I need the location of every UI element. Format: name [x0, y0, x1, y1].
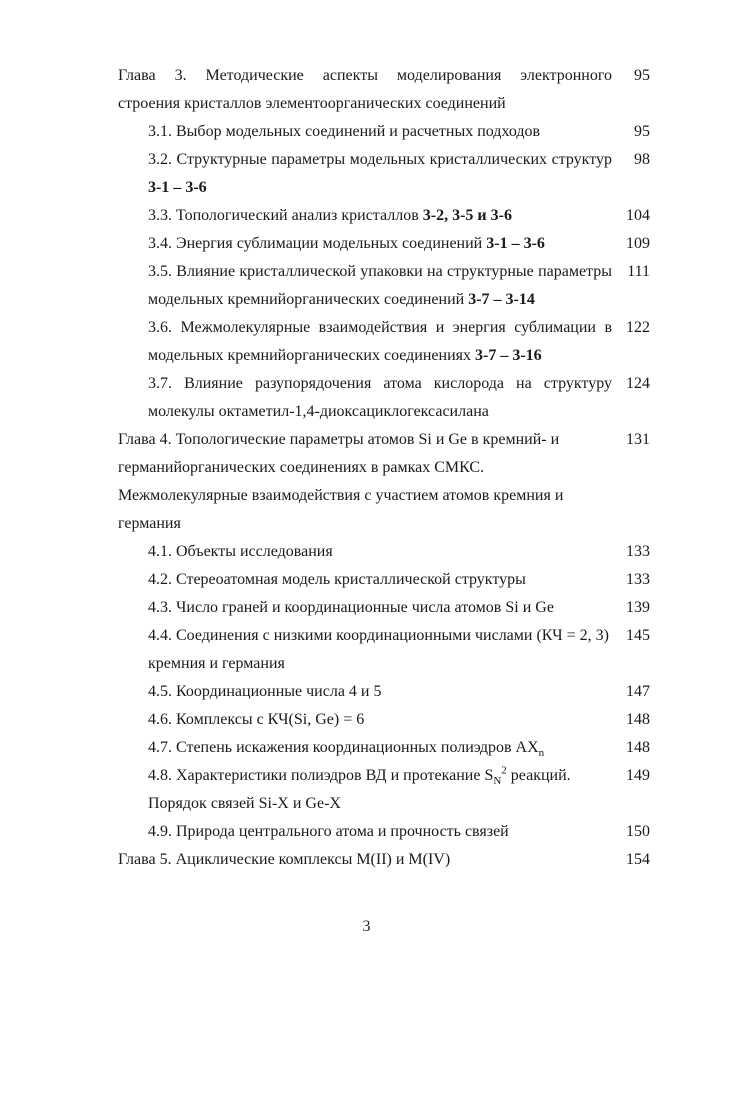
toc-entry-3-6 [118, 314, 650, 370]
toc-page-number: 104 [626, 207, 650, 224]
page-number: 3 [362, 918, 371, 935]
toc-entry-text: 4.7. Степень искажения координационных полиэдров $AX_n$ [148, 739, 545, 760]
toc-entry-text: 3.5. Влияние кристаллической упаковки на структурные параметры модельных кремнийорганических соединений 3-7 – 3-14 [148, 263, 612, 308]
toc-page-number: 133 [626, 543, 650, 560]
toc-entry-text: 4.6. Комплексы с КЧ(Si, Ge) = 6 [148, 711, 365, 728]
toc-entry-4-3 [118, 594, 650, 622]
table-of-contents [118, 62, 650, 874]
toc-entry-text: 3.4. Энергия сублимации модельных соединений 3-1 – 3-6 [148, 235, 545, 252]
toc-entry-text: 3.2. Структурные параметры модельных кристаллических структур 3-1 – 3-6 [148, 151, 612, 196]
toc-page-number: 98 [634, 151, 650, 168]
toc-entry-4-5 [118, 678, 650, 706]
toc-entry-text: Глава 4. Топологические параметры атомов Si и Ge в кремний- и германийорганических соединениях в рамках СМКС. Межмолекулярные взаимодействия с участием атомов кремния и германия [118, 431, 564, 532]
toc-entry-text: Глава 3. Методические аспекты моделирования электронного строения кристаллов элементоорганических соединений [118, 67, 612, 112]
toc-entry-text: Глава 5. Ациклические комплексы M(II) и M(IV) [118, 851, 451, 868]
toc-entry-3-5 [118, 258, 650, 314]
toc-entry-text: 3.1. Выбор модельных соединений и расчетных подходов [148, 123, 541, 140]
toc-entry-3-3 [118, 202, 650, 230]
toc-page-number: 149 [626, 767, 650, 784]
toc-entry-3-1 [118, 118, 650, 146]
toc-page-number: 111 [627, 263, 650, 280]
toc-entry-4-8 [118, 762, 650, 818]
toc-entry-text: 3.6. Межмолекулярные взаимодействия и энергия сублимации в модельных кремнийорганических соединениях 3-7 – 3-16 [148, 319, 612, 364]
toc-entry-text: 4.4. Соединения с низкими координационными числами (КЧ = 2, 3) кремния и германия [148, 627, 610, 672]
toc-entry-text: 4.5. Координационные числа 4 и 5 [148, 683, 382, 700]
toc-entry-4-7 [118, 734, 650, 762]
toc-entry-3-2 [118, 146, 650, 202]
toc-page-number: 148 [626, 739, 650, 756]
toc-page-number: 139 [626, 599, 650, 616]
toc-entry-3-7 [118, 370, 650, 426]
toc-entry-text: 3.7. Влияние разупорядочения атома кислорода на структуру молекулы октаметил-1,4-диоксациклогексасилана [148, 375, 612, 420]
toc-entry-4-1 [118, 538, 650, 566]
toc-entry-3-4 [118, 230, 650, 258]
toc-entry-text: 4.9. Природа центрального атома и прочность связей [148, 823, 509, 840]
toc-page-number: 95 [634, 123, 650, 140]
toc-entry-text: 3.3. Топологический анализ кристаллов 3-2, 3-5 и 3-6 [148, 207, 512, 224]
toc-page-number: 148 [626, 711, 650, 728]
toc-entry-4-6 [118, 706, 650, 734]
toc-page-number: 145 [626, 627, 650, 644]
toc-entry-chapter-3 [118, 62, 650, 118]
toc-entry-text: 4.3. Число граней и координационные числа атомов Si и Ge [148, 599, 554, 616]
toc-page-number: 109 [626, 235, 650, 252]
toc-page-number: 95 [634, 67, 650, 84]
toc-entry-chapter-4 [118, 426, 650, 538]
toc-entry-4-9 [118, 818, 650, 846]
toc-entry-chapter-5 [118, 846, 650, 874]
toc-page-number: 124 [626, 375, 650, 392]
toc-page-number: 122 [626, 319, 650, 336]
toc-page-number: 133 [626, 571, 650, 588]
toc-page-number: 150 [626, 823, 650, 840]
toc-entry-text: 4.1. Объекты исследования [148, 543, 333, 560]
toc-entry-text: 4.8. Характеристики полиэдров ВД и протекание $S_N^2$ реакций. Порядок связей Si-X и Ge-X [148, 764, 571, 812]
toc-entry-4-4 [118, 622, 650, 678]
toc-entry-text: 4.2. Стереоатомная модель кристаллической структуры [148, 571, 526, 588]
toc-page-number: 154 [626, 851, 650, 868]
toc-entry-4-2 [118, 566, 650, 594]
toc-page-number: 147 [626, 683, 650, 700]
toc-page-number: 131 [626, 431, 650, 448]
